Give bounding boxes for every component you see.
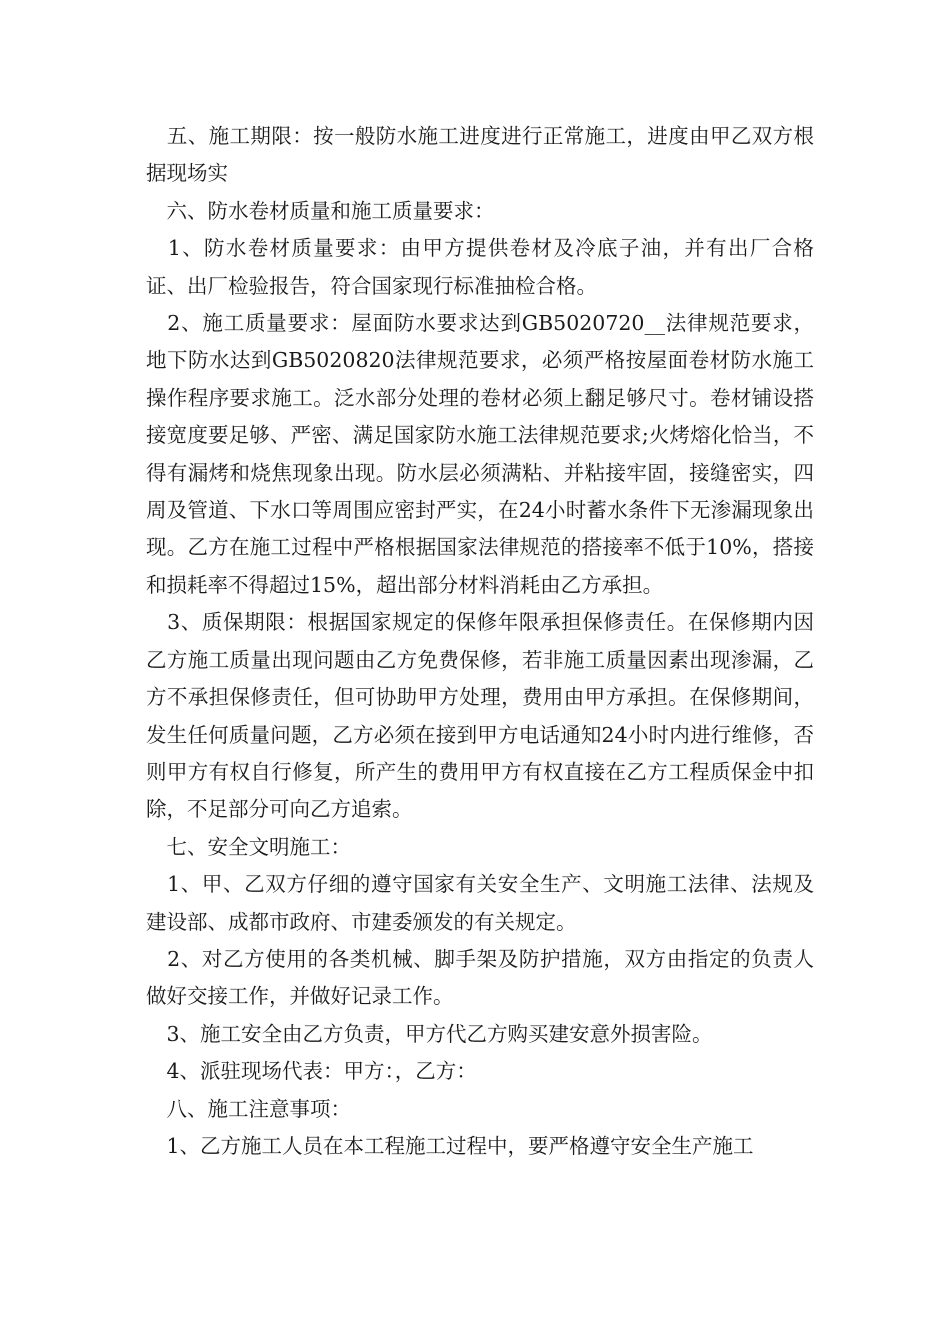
paragraph-safety-responsibility: 3、施工安全由乙方负责，甲方代乙方购买建安意外损害险。: [146, 1021, 713, 1046]
paragraph-safety-regulations: 1、甲、乙双方仔细的遵守国家有关安全生产、文明施工法律、法规及建设部、成都市政府、市建委颁发的有关规定。: [146, 872, 814, 934]
heading-safe-civilized-construction: 七、安全文明施工：: [146, 834, 351, 859]
paragraph-material-quality: 1、防水卷材质量要求：由甲方提供卷材及冷底子油，并有出厂合格证、出厂检验报告，符合国家现行标准抽检合格。: [146, 236, 814, 298]
paragraph-warranty-period: 3、质保期限：根据国家规定的保修年限承担保修责任。在保修期内因乙方施工质量出现问题由乙方免费保修，若非施工质量因素出现渗漏，乙方不承担保修责任，但可协助甲方处理，费用由甲方承担。在保修期间，发生任何质量问题，乙方必须在接到甲方电话通知24小时内进行维修，否则甲方有权自行修复，所产生的费用甲方有权直接在乙方工程质保金中扣除，不足部分可向乙方追索。: [146, 610, 814, 822]
paragraph-machinery-handover: 2、对乙方使用的各类机械、脚手架及防护措施，双方由指定的负责人做好交接工作，并做好记录工作。: [146, 946, 814, 1009]
document-body: [146, 118, 814, 1165]
heading-construction-notes: 八、施工注意事项：: [146, 1096, 351, 1121]
heading-quality-requirements: 六、防水卷材质量和施工质量要求：: [146, 198, 495, 223]
paragraph-construction-quality: 2、施工质量要求：屋面防水要求达到GB5020720__法律规范要求，地下防水达到GB5020820法律规范要求，必须严格按屋面卷材防水施工操作程序要求施工。泛水部分处理的卷材必须上翻足够尺寸。卷材铺设搭接宽度要足够、严密、满足国家防水施工法律规范要求;火烤熔化恰当，不得有漏烤和烧焦现象出现。防水层必须满粘、并粘接牢固，接缝密实，四周及管道、下水口等周围应密封严实，在24小时蓄水条件下无渗漏现象出现。乙方在施工过程中严格根据国家法律规范的搭接率不低于10%，搭接和损耗率不得超过15%，超出部分材料消耗由乙方承担。: [146, 311, 814, 597]
paragraph-worker-conduct: 1、乙方施工人员在本工程施工过程中，要严格遵守安全生产施工: [146, 1133, 754, 1158]
paragraph-construction-period: 五、施工期限：按一般防水施工进度进行正常施工，进度由甲乙双方根据现场实: [146, 124, 814, 186]
paragraph-site-representatives: 4、派驻现场代表：甲方：，乙方：: [146, 1059, 477, 1084]
